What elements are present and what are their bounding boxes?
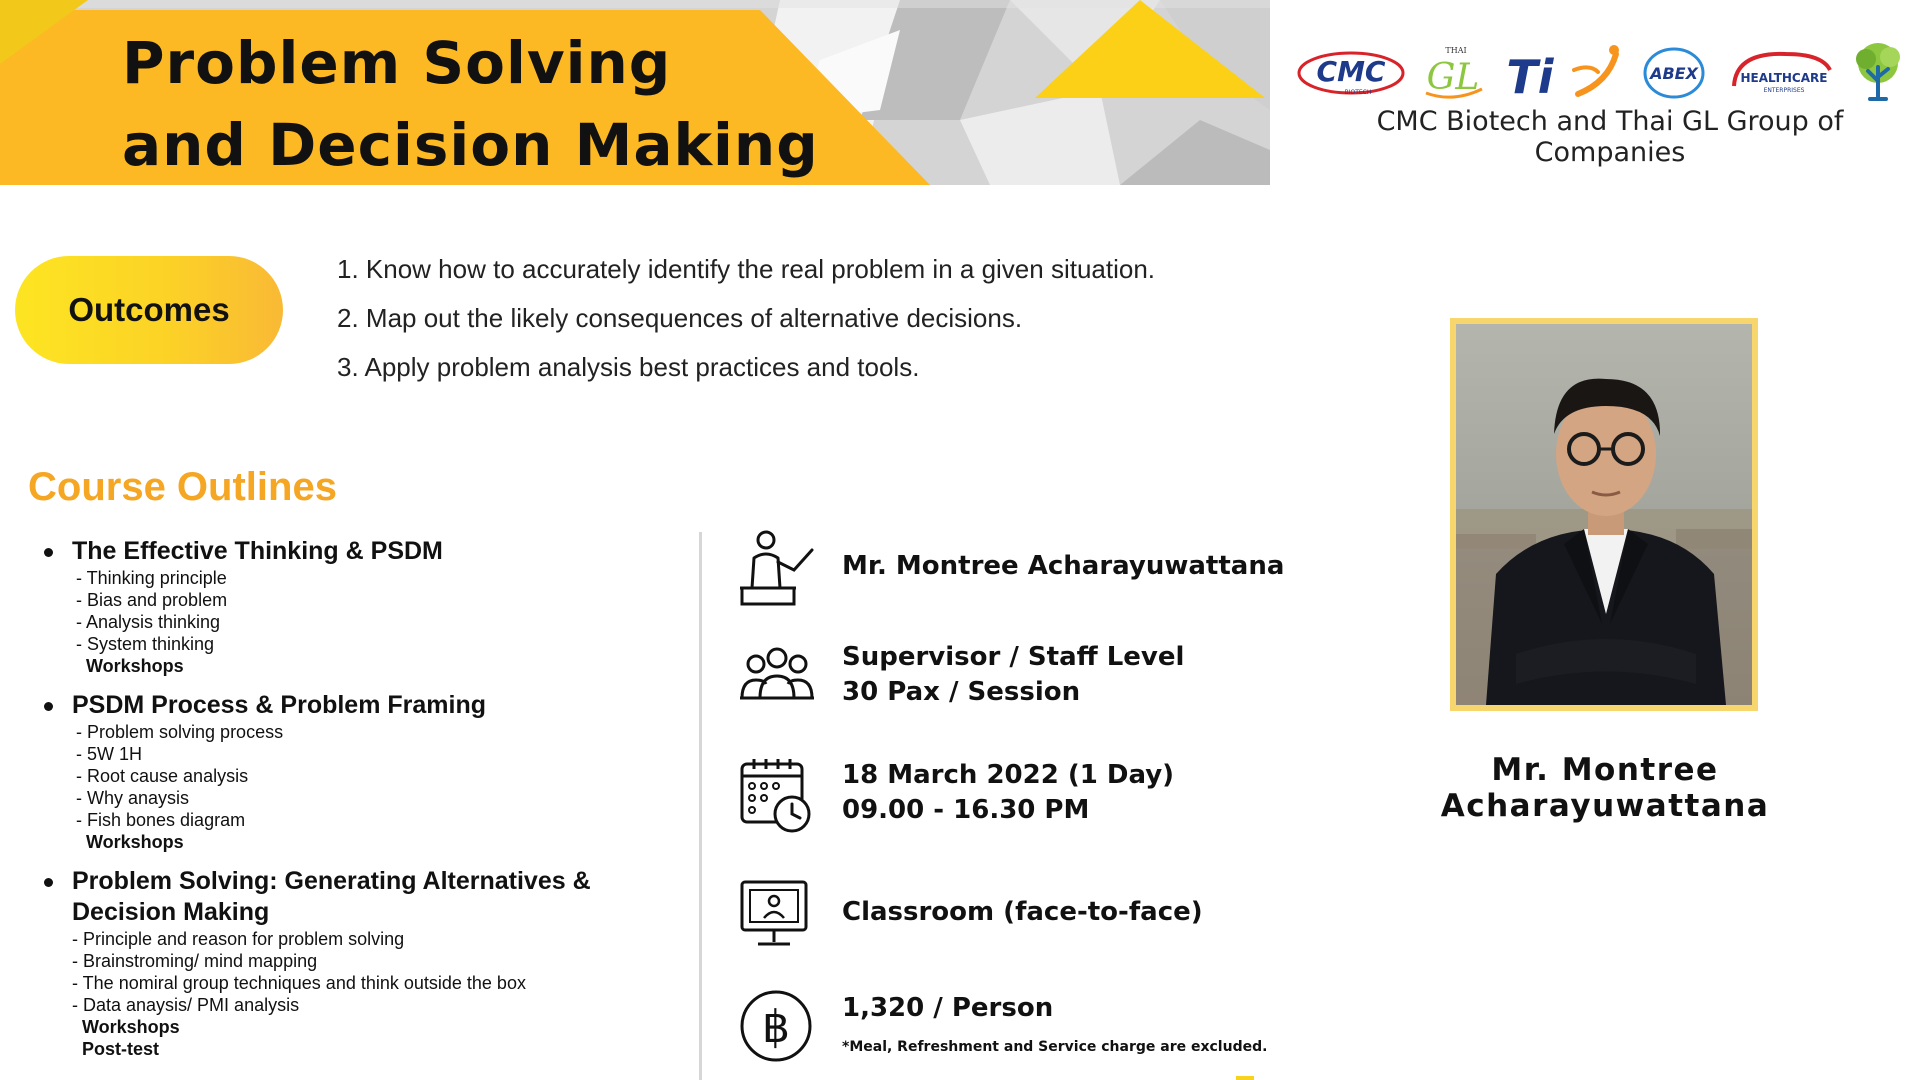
workshop-tag: Workshops (82, 1017, 180, 1037)
section-heading (72, 866, 684, 928)
ti-logo (1494, 47, 1566, 99)
outline-section (44, 536, 684, 677)
baht-coin-icon (736, 986, 818, 1066)
list-item: - Principle and reason for problem solving (72, 929, 405, 949)
list-item: - Fish bones diagram (76, 810, 246, 830)
post-test-tag: Post-test (82, 1039, 160, 1059)
list-item: - Brainstroming/ mind mapping (72, 951, 318, 971)
audience-info (842, 640, 1184, 710)
trainer-name-caption: Mr. Montree Acharayuwattana (1440, 752, 1770, 824)
workshop-tag: Workshops (86, 656, 184, 676)
swoosh-logo (1568, 42, 1628, 100)
list-item: - Why anaysis (76, 788, 190, 808)
workshop-tag: Workshops (86, 832, 184, 852)
abex-logo-text: ABEX (1650, 64, 1698, 83)
list-item: - Root cause analysis (76, 766, 249, 786)
trainer-portrait-illustration (1456, 324, 1752, 705)
title-line-2: and Decision Making (122, 111, 819, 179)
company-logos (1290, 38, 1910, 168)
section-heading-line-2: Decision Making (72, 898, 270, 926)
ti-logo-text: Ti (1506, 50, 1554, 99)
trainer-photo (1450, 318, 1758, 711)
decorative-accent (1236, 1076, 1254, 1080)
outcome-item: 1. Know how to accurately identify the real problem in a given situation. (337, 254, 1156, 284)
outcomes-label: Outcomes (15, 256, 283, 364)
thai-gl-logo (1418, 43, 1488, 101)
list-item: - System thinking (76, 634, 215, 654)
outline-section (44, 866, 684, 1060)
title-line-1: Problem Solving (122, 29, 672, 97)
section-items (72, 567, 684, 655)
page-title (122, 22, 819, 185)
currency-symbol: ฿ (762, 1002, 790, 1053)
outline-section (44, 690, 684, 853)
cmc-logo-text: CMC (1316, 55, 1386, 88)
section-heading: The Effective Thinking & PSDM (72, 537, 443, 565)
list-item: - Thinking principle (76, 568, 227, 588)
outcome-item: 3. Apply problem analysis best practices and tools. (337, 352, 920, 382)
column-divider (699, 532, 702, 1080)
trainer-name-info: Mr. Montree Acharayuwattana (842, 551, 1285, 581)
section-items (72, 721, 684, 831)
cmc-biotech-logo (1296, 48, 1406, 98)
course-time: 09.00 - 16.30 PM (842, 795, 1090, 825)
healthcare-logo-text: HEALTHCARE (1740, 71, 1828, 85)
bullet-icon (44, 702, 53, 711)
calendar-clock-icon (736, 756, 818, 836)
section-heading: PSDM Process & Problem Framing (72, 691, 487, 719)
section-heading-line-1: Problem Solving: Generating Alternatives & (72, 867, 591, 895)
list-item: - Bias and problem (76, 590, 228, 610)
date-info (842, 758, 1174, 828)
price-info: 1,320 / Person (842, 993, 1054, 1023)
course-outlines-title: Course Outlines (28, 465, 337, 509)
list-item: - The nomiral group techniques and think outside the box (72, 973, 526, 993)
list-item: - Data anaysis/ PMI analysis (72, 995, 300, 1015)
abex-logo (1642, 46, 1706, 100)
header-banner (0, 0, 1270, 185)
section-items (72, 928, 684, 1016)
list-item: - 5W 1H (76, 744, 143, 764)
bullet-icon (44, 548, 53, 557)
healthcare-logo-subtext: ENTERPRISES (1763, 87, 1805, 94)
tree-logo (1848, 41, 1908, 103)
format-info: Classroom (face-to-face) (842, 897, 1203, 927)
session-capacity: 30 Pax / Session (842, 677, 1081, 707)
audience-level: Supervisor / Staff Level (842, 642, 1185, 672)
group-people-icon (736, 636, 818, 716)
outcomes-list (337, 245, 1155, 392)
list-item: - Analysis thinking (76, 612, 221, 632)
group-company-name: CMC Biotech and Thai GL Group of Companies (1376, 106, 1844, 168)
gl-logo-thai-text: THAI (1445, 46, 1467, 55)
classroom-monitor-icon (736, 876, 818, 956)
cmc-logo-subtext: BIOTECH (1344, 89, 1372, 96)
price-note: *Meal, Refreshment and Service charge are excluded. (842, 1039, 1268, 1055)
course-outline-list (44, 536, 684, 1073)
gl-logo-text: GL (1426, 57, 1480, 98)
list-item: - Problem solving process (76, 722, 284, 742)
bullet-icon (44, 878, 53, 887)
outcome-item: 2. Map out the likely consequences of alternative decisions. (337, 303, 1023, 333)
healthcare-enterprises-logo (1726, 46, 1836, 100)
course-date: 18 March 2022 (1 Day) (842, 760, 1175, 790)
trainer-icon (736, 530, 818, 610)
